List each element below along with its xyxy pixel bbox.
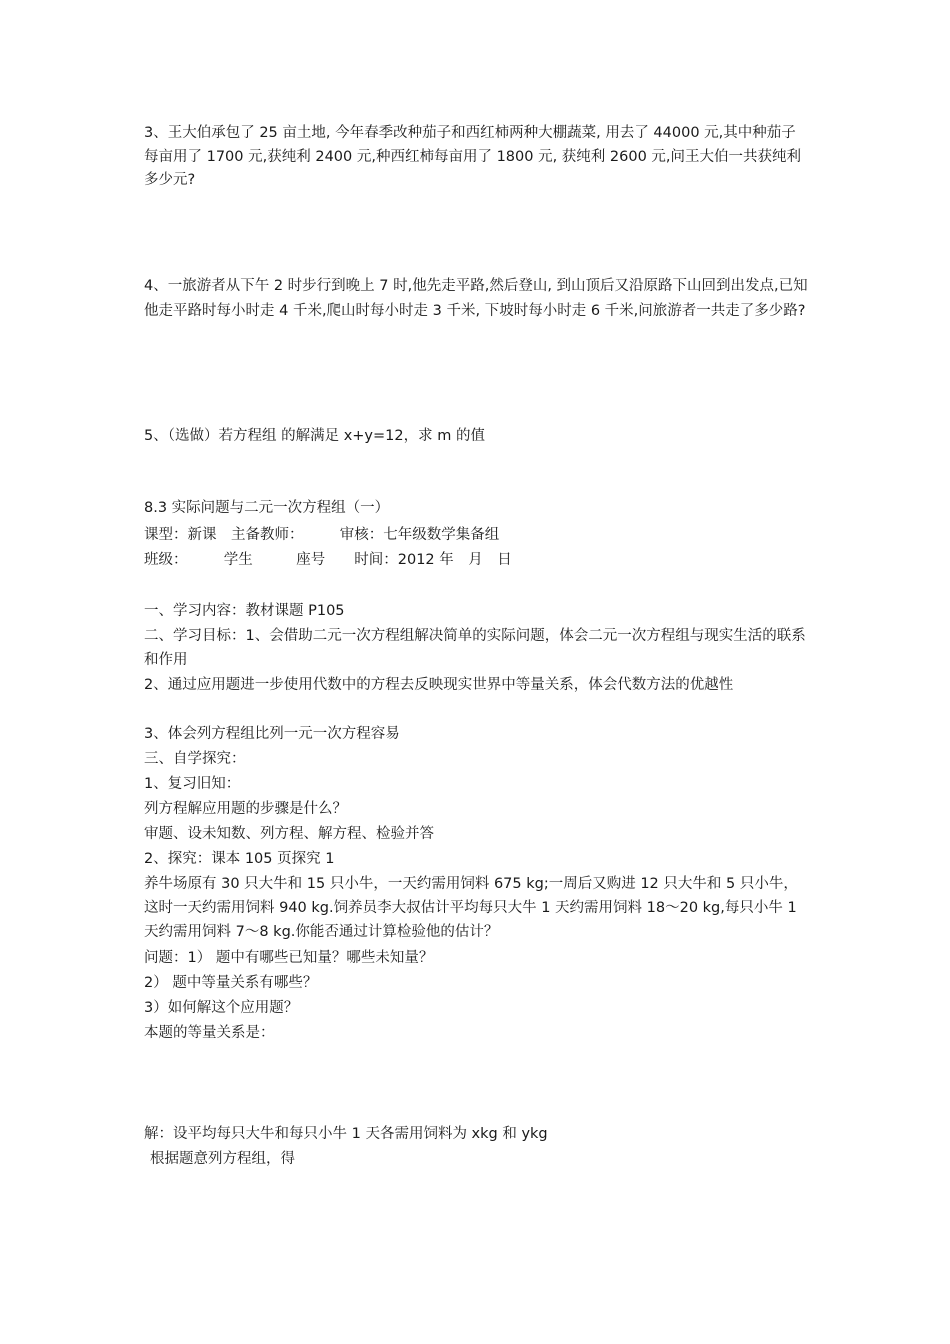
explore-heading: 2、探究：课本 105 页探究 1: [144, 851, 335, 867]
steps-question: 列方程解应用题的步骤是什么？: [144, 801, 347, 817]
learning-goal-3: 3、体会列方程组比列一元一次方程容易: [144, 726, 400, 742]
learning-goal-2: 2、通过应用题进一步使用代数中的方程去反映现实世界中等量关系，体会代数方法的优越性: [144, 677, 734, 693]
lesson-title: 8.3 实际问题与二元一次方程组（一）: [144, 500, 390, 516]
question-2: 2） 题中等量关系有哪些？: [144, 975, 318, 991]
question-3: 3）如何解这个应用题？: [144, 1000, 299, 1016]
learning-goal-1: 二、学习目标：1、会借助二元一次方程组解决简单的实际问题，体会二元一次方程组与现实生活的联系和作用: [144, 628, 806, 668]
lesson-meta-class: 班级： 学生 座号 时间：2012 年 月 日: [144, 552, 512, 568]
problem-3: 3、王大伯承包了 25 亩土地, 今年春季改种茄子和西红柿两种大棚蔬菜, 用去了 44000 元,其中种茄子每亩用了 1700 元,获纯利 2400 元,种西红柿每亩用了 1800 元, 获纯利 2600 元,问王大伯一共获纯利多少元?: [144, 125, 802, 188]
learning-content: 一、学习内容：教材课题 P105: [144, 603, 345, 619]
lesson-meta-type: 课型：新课 主备教师： 审核：七年级数学集备组: [144, 527, 500, 543]
self-explore-heading: 三、自学探究：: [144, 751, 246, 767]
cattle-farm-problem: 养牛场原有 30 只大牛和 15 只小牛，一天约需用饲料 675 kg;一周后又购进 12 只大牛和 5 只小牛，这时一天约需用饲料 940 kg.饲养员李大叔估计平均每只大牛 1 天约需用饲料 18～20 kg,每只小牛 1 天约需用饲料 7～8 kg.你能否通过计算检验他的估计？: [144, 876, 798, 940]
steps-answer: 审题、设未知数、列方程、解方程、检验并答: [144, 826, 434, 842]
setup-line: 根据题意列方程组，得: [150, 1151, 295, 1167]
solution-line: 解：设平均每只大牛和每只小牛 1 天各需用饲料为 xkg 和 ykg: [144, 1126, 548, 1142]
question-1: 问题：1） 题中有哪些已知量？哪些未知量？: [144, 950, 434, 966]
equality-relation: 本题的等量关系是：: [144, 1025, 275, 1041]
problem-5: 5、（选做）若方程组 的解满足 x+y=12，求 m 的值: [144, 428, 485, 444]
review-heading: 1、复习旧知：: [144, 776, 241, 792]
problem-4: 4、一旅游者从下午 2 时步行到晚上 7 时,他先走平路,然后登山, 到山顶后又沿原路下山回到出发点,已知他走平路时每小时走 4 千米,爬山时每小时走 3 千米, 下坡时每小时走 6 千米,问旅游者一共走了多少路?: [144, 278, 808, 319]
